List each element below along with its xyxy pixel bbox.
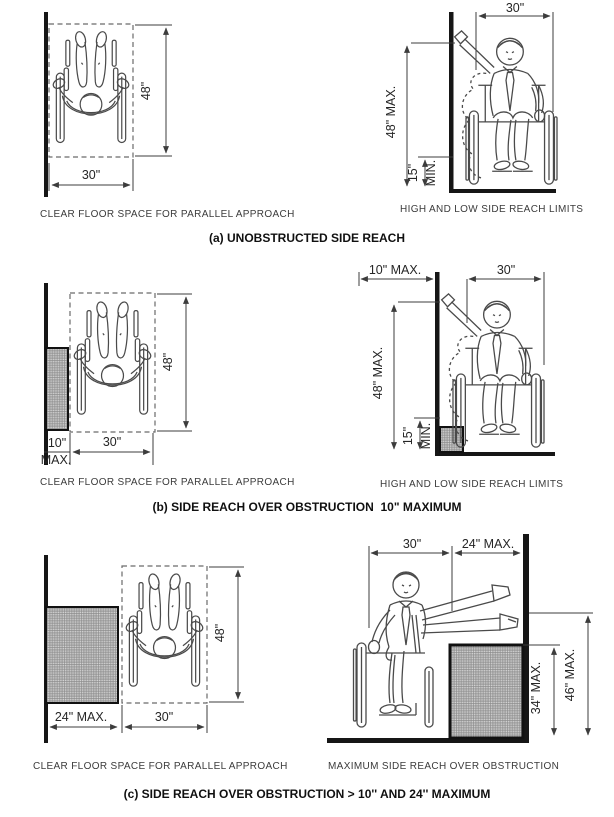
obstruction-qualifier-label: MAX. (40, 453, 72, 467)
obstruction-hatch (46, 607, 118, 703)
section-c-title: (c) SIDE REACH OVER OBSTRUCTION > 10'' AND 24'' MAXIMUM (123, 787, 491, 801)
high-reach-dim-label: 48" MAX. (371, 346, 385, 400)
wheelchair-user-plan-figure (52, 31, 131, 143)
diagram-c-plan (30, 545, 255, 760)
wheelchair-user-reaching-figure (442, 294, 544, 447)
diagram-a-plan (30, 5, 210, 210)
max-reach-height-dim-label: 46" MAX. (563, 648, 577, 702)
section-b-title: (b) SIDE REACH OVER OBSTRUCTION 10" MAXIMUM (152, 500, 462, 514)
depth-dim-label: 48" (139, 81, 153, 101)
obstruction-depth-dim-label: 24" MAX. (461, 537, 515, 551)
width-dimension-30in (122, 705, 207, 733)
obstruction-hatch (450, 645, 523, 738)
depth-dim-label: 48" (213, 623, 227, 643)
wheelchair-user-plan-figure (73, 301, 153, 414)
width-dim-label: 30" (102, 435, 122, 449)
low-reach-dimension-15in (406, 157, 453, 186)
wall (44, 12, 48, 197)
width-dimension-30in (73, 433, 153, 465)
obstruction-dim-label: 10" (47, 436, 67, 450)
obstruction-height-dim-label: 34" MAX. (529, 661, 543, 715)
depth-dim-label: 48" (161, 352, 175, 372)
obstruction-dimension-24in (50, 710, 117, 727)
low-reach-dim-label: 15" (401, 426, 415, 446)
wheelchair-user-plan-figure (125, 573, 205, 686)
obstruction-hatch (440, 427, 463, 452)
obstruction-dimension-10in (359, 263, 433, 286)
obstruction-dim-label: 10" MAX. (368, 263, 422, 277)
diagram-c-elevation (320, 533, 610, 755)
wall (435, 272, 440, 455)
caption-a-plan: CLEAR FLOOR SPACE FOR PARALLEL APPROACH (40, 209, 295, 220)
clear-floor-space-outline (49, 24, 133, 157)
width-dimension-30in (49, 159, 133, 191)
clear-width-dim-label: 30" (402, 537, 422, 551)
low-reach-qualifier-label: MIN. (419, 422, 433, 450)
depth-dimension-48in (157, 294, 192, 431)
clear-width-dim-label: 30" (505, 1, 525, 15)
diagram-b-elevation (330, 255, 595, 470)
clear-width-dim-label: 30" (496, 263, 516, 277)
diagram-a-elevation (330, 0, 595, 210)
obstruction-dim-label: 24" MAX. (54, 710, 108, 724)
diagram-b-plan (30, 275, 230, 475)
width-dim-label: 30" (154, 710, 174, 724)
depth-dimension-48in (135, 25, 172, 156)
caption-b-plan: CLEAR FLOOR SPACE FOR PARALLEL APPROACH (40, 477, 295, 488)
obstruction-depth-dimension-24in (455, 537, 520, 553)
section-a-title: (a) UNOBSTRUCTED SIDE REACH (208, 231, 405, 245)
caption-c-plan: CLEAR FLOOR SPACE FOR PARALLEL APPROACH (33, 761, 288, 772)
floor (449, 189, 556, 193)
wall (449, 12, 454, 192)
depth-dimension-48in (209, 567, 244, 702)
high-reach-dim-label: 48" MAX. (384, 85, 398, 139)
low-reach-dim-label: 15" (406, 163, 420, 183)
low-reach-qualifier-label: MIN. (424, 159, 438, 187)
obstruction-hatch (46, 348, 68, 430)
caption-c-elevation: MAXIMUM SIDE REACH OVER OBSTRUCTION (328, 761, 560, 772)
low-reach-dimension-15in (401, 418, 440, 449)
width-dim-label: 30" (81, 168, 101, 182)
caption-b-elevation: HIGH AND LOW SIDE REACH LIMITS (380, 479, 564, 490)
wheelchair-user-reaching-figure (455, 31, 557, 184)
caption-a-elevation: HIGH AND LOW SIDE REACH LIMITS (400, 204, 584, 215)
